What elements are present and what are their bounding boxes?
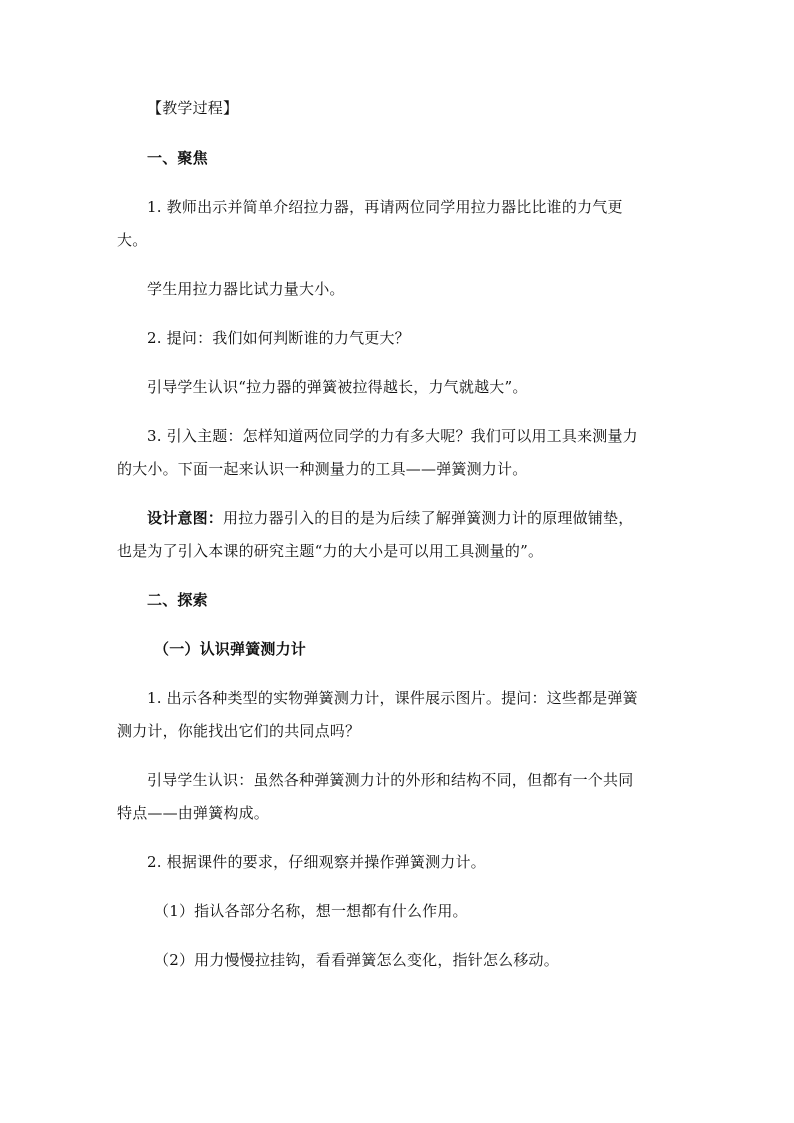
part2-heading: 二、探索 xyxy=(147,591,208,609)
section-title: 【教学过程】 xyxy=(147,99,239,117)
part2-guide-line1: 引导学生认识：虽然各种弹簧测力计的外形和结构不同，但都有一个共同 xyxy=(147,771,634,789)
part2-step1-line1: 1. 出示各种类型的实物弹簧测力计，课件展示图片。提问：这些都是弹簧 xyxy=(147,689,638,707)
design-intent-line1 xyxy=(147,507,633,529)
design-intent-text: 用拉力器引入的目的是为后续了解弹簧测力计的原理做铺垫， xyxy=(223,509,634,527)
part2-guide-line2: 特点——由弹簧构成。 xyxy=(117,804,270,822)
part2-step1-line2: 测力计，你能找出它们的共同点吗？ xyxy=(117,722,361,740)
part1-heading: 一、聚焦 xyxy=(147,149,208,167)
part1-student-activity: 学生用拉力器比试力量大小。 xyxy=(147,280,345,298)
part2-item1: （1）指认各部分名称，想一想都有什么作用。 xyxy=(154,902,468,920)
part1-step1-line2: 大。 xyxy=(117,231,148,249)
part2-subheading: （一）认识弹簧测力计 xyxy=(154,640,307,658)
part1-step1-line1: 1. 教师出示并简单介绍拉力器，再请两位同学用拉力器比比谁的力气更 xyxy=(147,198,623,216)
part1-step3-line2: 的大小。下面一起来认识一种测量力的工具——弹簧测力计。 xyxy=(117,460,528,478)
part2-step2: 2. 根据课件的要求，仔细观察并操作弹簧测力计。 xyxy=(147,853,486,871)
part1-step2: 2. 提问：我们如何判断谁的力气更大？ xyxy=(147,329,410,347)
part2-item2: （2）用力慢慢拉挂钩，看看弹簧怎么变化，指针怎么移动。 xyxy=(154,951,559,969)
part1-step3-line1: 3. 引入主题：怎样知道两位同学的力有多大呢？我们可以用工具来测量力 xyxy=(147,427,638,445)
part1-step2-guide: 引导学生认识“拉力器的弹簧被拉得越长，力气就越大”。 xyxy=(147,378,528,396)
design-intent-line2: 也是为了引入本课的研究主题“力的大小是可以用工具测量的”。 xyxy=(117,542,544,560)
design-intent-label: 设计意图： xyxy=(147,509,224,527)
